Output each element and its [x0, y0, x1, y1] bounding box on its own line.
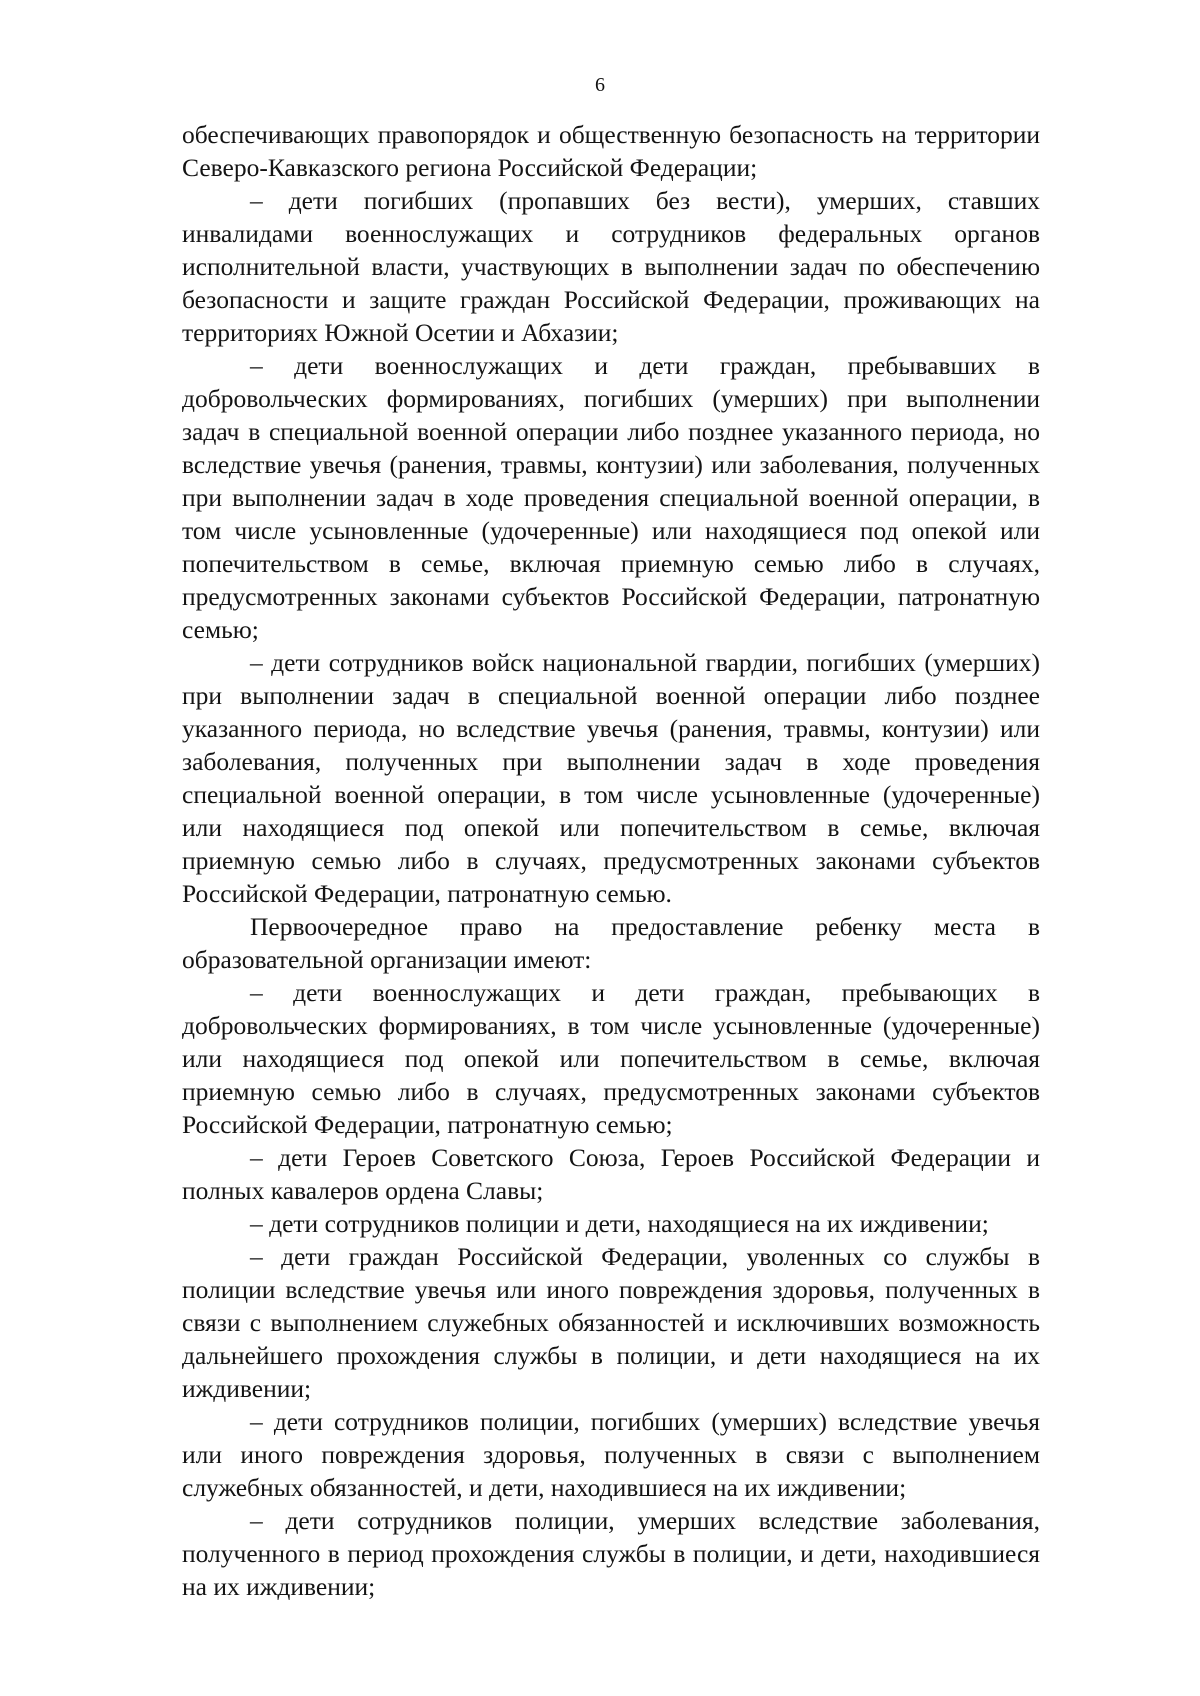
section-intro-paragraph: Первоочередное право на предоставление ребенку места в образовательной организации имеют:	[182, 912, 1040, 974]
document-body	[182, 118, 1040, 1603]
list-item: – дети Героев Советского Союза, Героев Российской Федерации и полных кавалеров ордена Славы;	[182, 1143, 1040, 1205]
page-number: 6	[595, 74, 605, 96]
paragraph-continuation: обеспечивающих правопорядок и общественную безопасность на территории Северо-Кавказского региона Российской Федерации;	[182, 120, 1040, 182]
list-item: – дети погибших (пропавших без вести), умерших, ставших инвалидами военнослужащих и сотрудников федеральных органов исполнительной власти, участвующих в выполнении задач по обеспечению безопасности и защите граждан Российской Федерации, проживающих на территориях Южной Осетии и Абхазии;	[182, 186, 1040, 347]
list-item: – дети сотрудников войск национальной гвардии, погибших (умерших) при выполнении задач в специальной военной операции либо позднее указанного периода, но вследствие увечья (ранения, травмы, контузии) или заболевания, полученных при выполнении задач в ходе проведения специальной военной операции, в том числе усыновленные (удочеренные) или находящиеся под опекой или попечительством в семье, включая приемную семью либо в случаях, предусмотренных законами субъектов Российской Федерации, патронатную семью.	[182, 648, 1040, 908]
list-item: – дети сотрудников полиции, умерших вследствие заболевания, полученного в период прохождения службы в полиции, и дети, находившиеся на их иждивении;	[182, 1506, 1040, 1601]
list-item: – дети граждан Российской Федерации, уволенных со службы в полиции вследствие увечья или иного повреждения здоровья, полученных в связи с выполнением служебных обязанностей и исключивших возможность дальнейшего прохождения службы в полиции, и дети находящиеся на их иждивении;	[182, 1242, 1040, 1403]
list-item: – дети военнослужащих и дети граждан, пребывавших в добровольческих формированиях, погибших (умерших) при выполнении задач в специальной военной операции либо позднее указанного периода, но вследствие увечья (ранения, травмы, контузии) или заболевания, полученных при выполнении задач в ходе проведения специальной военной операции, в том числе усыновленные (удочеренные) или находящиеся под опекой или попечительством в семье, включая приемную семью либо в случаях, предусмотренных законами субъектов Российской Федерации, патронатную семью;	[182, 351, 1040, 644]
list-item: – дети военнослужащих и дети граждан, пребывающих в добровольческих формированиях, в том числе усыновленные (удочеренные) или находящиеся под опекой или попечительством в семье, включая приемную семью либо в случаях, предусмотренных законами субъектов Российской Федерации, патронатную семью;	[182, 978, 1040, 1139]
list-item: – дети сотрудников полиции и дети, находящиеся на их иждивении;	[250, 1209, 989, 1238]
list-item: – дети сотрудников полиции, погибших (умерших) вследствие увечья или иного повреждения здоровья, полученных в связи с выполнением служебных обязанностей, и дети, находившиеся на их иждивении;	[182, 1407, 1040, 1502]
